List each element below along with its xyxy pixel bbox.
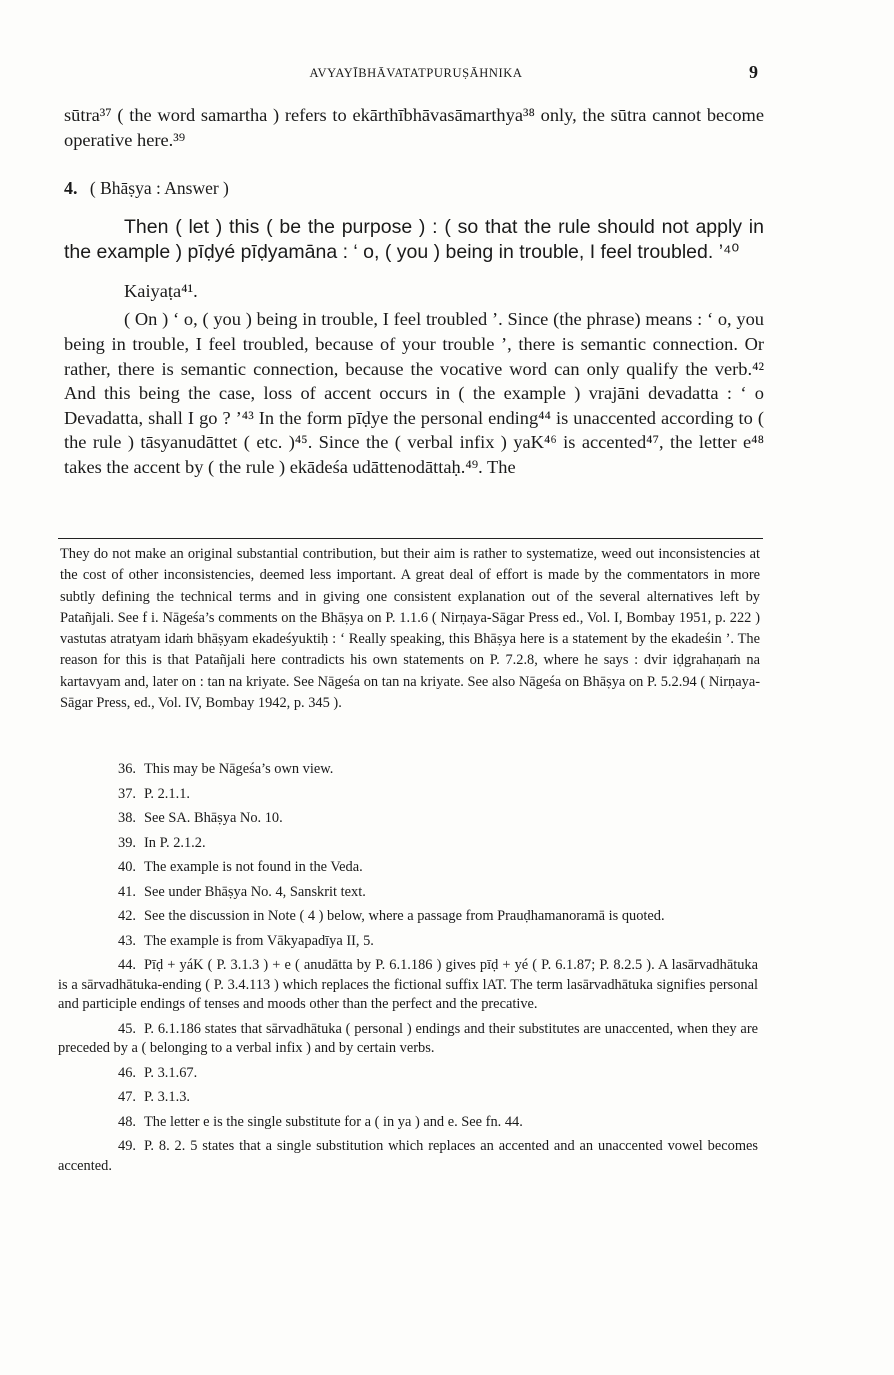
footnote-text: In P. 2.1.2.: [144, 834, 206, 851]
footnote: [58, 1137, 758, 1176]
footnote-text: The letter e is the single substitute for a ( in ya ) and e. See fn. 44.: [144, 1113, 523, 1130]
section-label: ( Bhāṣya : Answer ): [89, 178, 229, 199]
footnote-text: P. 8. 2. 5 states that a single substitution which replaces an accented and an unaccented vowel becomes accented.: [58, 1138, 758, 1174]
footnote-text: The example is not found in the Veda.: [144, 859, 363, 875]
section-heading: [64, 176, 764, 201]
footnote-number: 42.: [118, 908, 136, 924]
footnote: [58, 785, 758, 805]
paragraph-continuation: sūtra³⁷ ( the word samartha ) refers to ekārthībhāvasāmarthya³⁸ only, the sūtra cannot become operative here.³⁹: [64, 105, 764, 150]
bhasya-paragraph: Then ( let ) this ( be the purpose ) : ( so that the rule should not apply in the example ) pīḍyé pīḍyamāna : ‘ o, ( you ) being in trouble, I feel troubled. ’⁴⁰: [64, 215, 764, 263]
footnote: [58, 809, 758, 829]
footnote-number: 39.: [118, 834, 136, 851]
footnote-number: 40.: [118, 859, 136, 875]
footnote-number: 47.: [118, 1089, 136, 1105]
section-number: 4.: [64, 178, 78, 199]
footnote-text: P. 3.1.3.: [144, 1089, 190, 1105]
footnote-text: P. 6.1.186 states that sārvadhātuka ( personal ) endings and their substitutes are unaccented, when they are preceded by a ( belonging to a verbal infix ) and by certain verbs.: [58, 1020, 758, 1056]
footnote-text: This may be Nāgeśa’s own view.: [144, 761, 334, 777]
footnote: [58, 883, 758, 903]
footnote-text: See under Bhāṣya No. 4, Sanskrit text.: [144, 883, 366, 900]
footnote-number: 44.: [118, 957, 136, 973]
footnote-continuation: They do not make an original substantial contribution, but their aim is rather to systematize, weed out inconsistencies at the cost of other inconsistencies, deemed less important. A great deal of effort is made by the commentators in more subtly defining the technical terms and in giving one consistent explanation out of the several alternatives left by Patañjali. See f i. Nāgeśa’s comments on the Bhāṣya on P. 1.1.6 ( Nirṇaya-Sāgar Press ed., Vol. I, Bombay 1951, p. 222 ) vastutas atratyam idaṁ bhāṣyam ekadeśyuktiḥ : ‘ Really speaking, this Bhāṣya here is a statement by the ekadeśin ’. The reason for this is that Patañjali here contradicts his own statements on P. 7.2.8, where he says : dvir iḍgrahaṇaṁ na kartavyam and, later on : tan na kriyate. See Nāgeśa on tan na kriyate. See also Nāgeśa on Bhāṣya on P. 5.2.94 ( Nirṇaya-Sāgar Press, ed., Vol. IV, Bombay 1942, p. 345 ).: [60, 546, 760, 712]
footnote-number: 45.: [118, 1020, 136, 1037]
footnote: [58, 760, 758, 780]
main-text: [64, 103, 764, 480]
footnotes-list: [58, 760, 758, 1181]
page-header: [60, 62, 772, 86]
footnote-number: 41.: [118, 883, 136, 900]
kaiyata-heading: Kaiyaṭa⁴¹.: [124, 280, 198, 301]
commentary-paragraph: ( On ) ‘ o, ( you ) being in trouble, I feel troubled ’. Since (the phrase) means : ‘ o, you being in trouble, I feel troubled, because of your trouble ’, there is semantic connection. Or rather, there is semantic connection, because the vocative word can only qualify the verb.⁴² And this being the case, loss of accent occurs in ( the example ) vrajāni devadatta : ‘ o Devadatta, shall I go ? ’⁴³ In the form pīḍye the personal ending⁴⁴ is unaccented according to ( the rule ) tāsyanudāttet ( etc. )⁴⁵. Since the ( verbal infix ) yaK⁴⁶ is accented⁴⁷, the letter e⁴⁸ takes the accent by ( the rule ) ekādeśa udāttenodāttaḥ.⁴⁹. The: [64, 309, 764, 477]
footnote-number: 37.: [118, 785, 136, 802]
footnote-text: Pīḍ + yáK ( P. 3.1.3 ) + e ( anudātta by P. 6.1.186 ) gives pīḍ + yé ( P. 6.1.87; P. 8.2.5 ). A lasārvadhātuka is a sārvadhātuka-ending ( P. 3.4.113 ) which replaces the fictional suffix lAT. The term lasārvadhātuka signifies personal and participle endings of tenses and moods other than the perfect and the precative.: [58, 957, 758, 1012]
footnote-text: See SA. Bhāṣya No. 10.: [144, 810, 283, 826]
running-head: AVYAYĪBHĀVATATPURUṢĀHNIKA: [309, 66, 523, 80]
footnote-rule: [58, 538, 763, 539]
footnote: [58, 858, 758, 878]
footnote-number: 48.: [118, 1113, 136, 1130]
footnote-number: 38.: [118, 810, 136, 826]
footnote-number: 49.: [118, 1138, 136, 1154]
footnote-text: The example is from Vākyapadīya II, 5.: [144, 932, 374, 949]
footnote-text: P. 3.1.67.: [144, 1064, 198, 1081]
footnote-number: 36.: [118, 761, 136, 777]
footnote-text: P. 2.1.1.: [144, 785, 190, 802]
footnote-number: 43.: [118, 932, 136, 949]
footnote: [58, 956, 758, 1015]
footnote: [58, 1064, 758, 1084]
footnote: [58, 1113, 758, 1133]
page-number: 9: [749, 62, 758, 82]
footnote-text: See the discussion in Note ( 4 ) below, where a passage from Prauḍhamanoramā is quoted.: [144, 908, 665, 924]
footnote: [58, 1088, 758, 1108]
footnote: [58, 907, 758, 927]
footnote: [58, 834, 758, 854]
footnote: [58, 1020, 758, 1059]
footnote: [58, 932, 758, 952]
footnote-number: 46.: [118, 1064, 136, 1081]
